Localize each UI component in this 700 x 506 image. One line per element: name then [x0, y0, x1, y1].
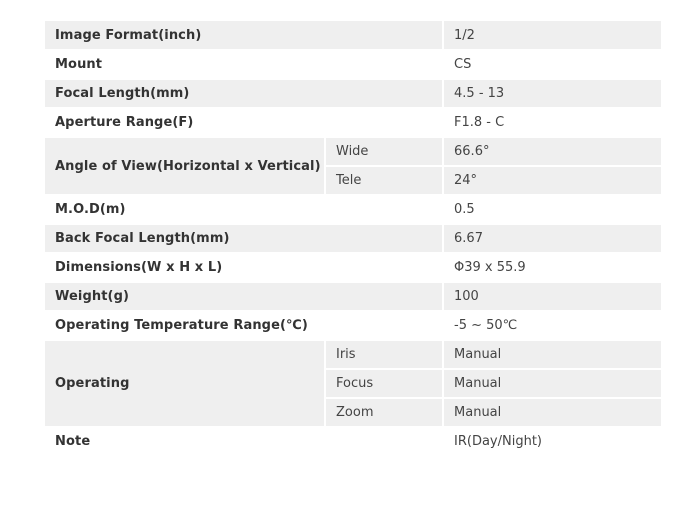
spec-sublabel: Wide	[325, 137, 443, 166]
spec-label: Back Focal Length(mm)	[45, 224, 443, 253]
spec-value: 1/2	[443, 21, 661, 50]
spec-value: IR(Day/Night)	[443, 427, 661, 456]
spec-value: 0.5	[443, 195, 661, 224]
spec-sublabel: Tele	[325, 166, 443, 195]
spec-value: CS	[443, 50, 661, 79]
spec-value: 6.67	[443, 224, 661, 253]
spec-label: Mount	[45, 50, 443, 79]
spec-sublabel: Iris	[325, 340, 443, 369]
spec-row-note	[45, 427, 661, 456]
spec-label: Weight(g)	[45, 282, 443, 311]
spec-row-image-format	[45, 21, 661, 50]
spec-value: -5 ~ 50℃	[443, 311, 661, 340]
spec-row-mount	[45, 50, 661, 79]
spec-row-focal-length	[45, 79, 661, 108]
spec-row-operating-temperature	[45, 311, 661, 340]
spec-row-back-focal-length	[45, 224, 661, 253]
spec-label: Operating Temperature Range(℃)	[45, 311, 443, 340]
spec-row-weight	[45, 282, 661, 311]
spec-row-dimensions	[45, 253, 661, 282]
spec-value: 66.6°	[443, 137, 661, 166]
spec-row-angle-of-view-wide	[45, 137, 661, 166]
spec-label: Focal Length(mm)	[45, 79, 443, 108]
spec-table	[45, 21, 661, 457]
spec-label: Dimensions(W x H x L)	[45, 253, 443, 282]
spec-value: Manual	[443, 369, 661, 398]
spec-label: Operating	[45, 340, 325, 427]
spec-label: Aperture Range(F)	[45, 108, 443, 137]
spec-label: Note	[45, 427, 443, 456]
spec-value: F1.8 - C	[443, 108, 661, 137]
spec-row-aperture-range	[45, 108, 661, 137]
spec-sublabel: Zoom	[325, 398, 443, 427]
spec-value: 24°	[443, 166, 661, 195]
spec-value: Φ39 x 55.9	[443, 253, 661, 282]
spec-value: Manual	[443, 340, 661, 369]
spec-value: 4.5 - 13	[443, 79, 661, 108]
spec-sublabel: Focus	[325, 369, 443, 398]
spec-label: M.O.D(m)	[45, 195, 443, 224]
spec-label: Angle of View(Horizontal x Vertical)	[45, 137, 325, 195]
spec-row-mod	[45, 195, 661, 224]
spec-value: 100	[443, 282, 661, 311]
spec-row-operating-iris	[45, 340, 661, 369]
spec-label: Image Format(inch)	[45, 21, 443, 50]
spec-value: Manual	[443, 398, 661, 427]
